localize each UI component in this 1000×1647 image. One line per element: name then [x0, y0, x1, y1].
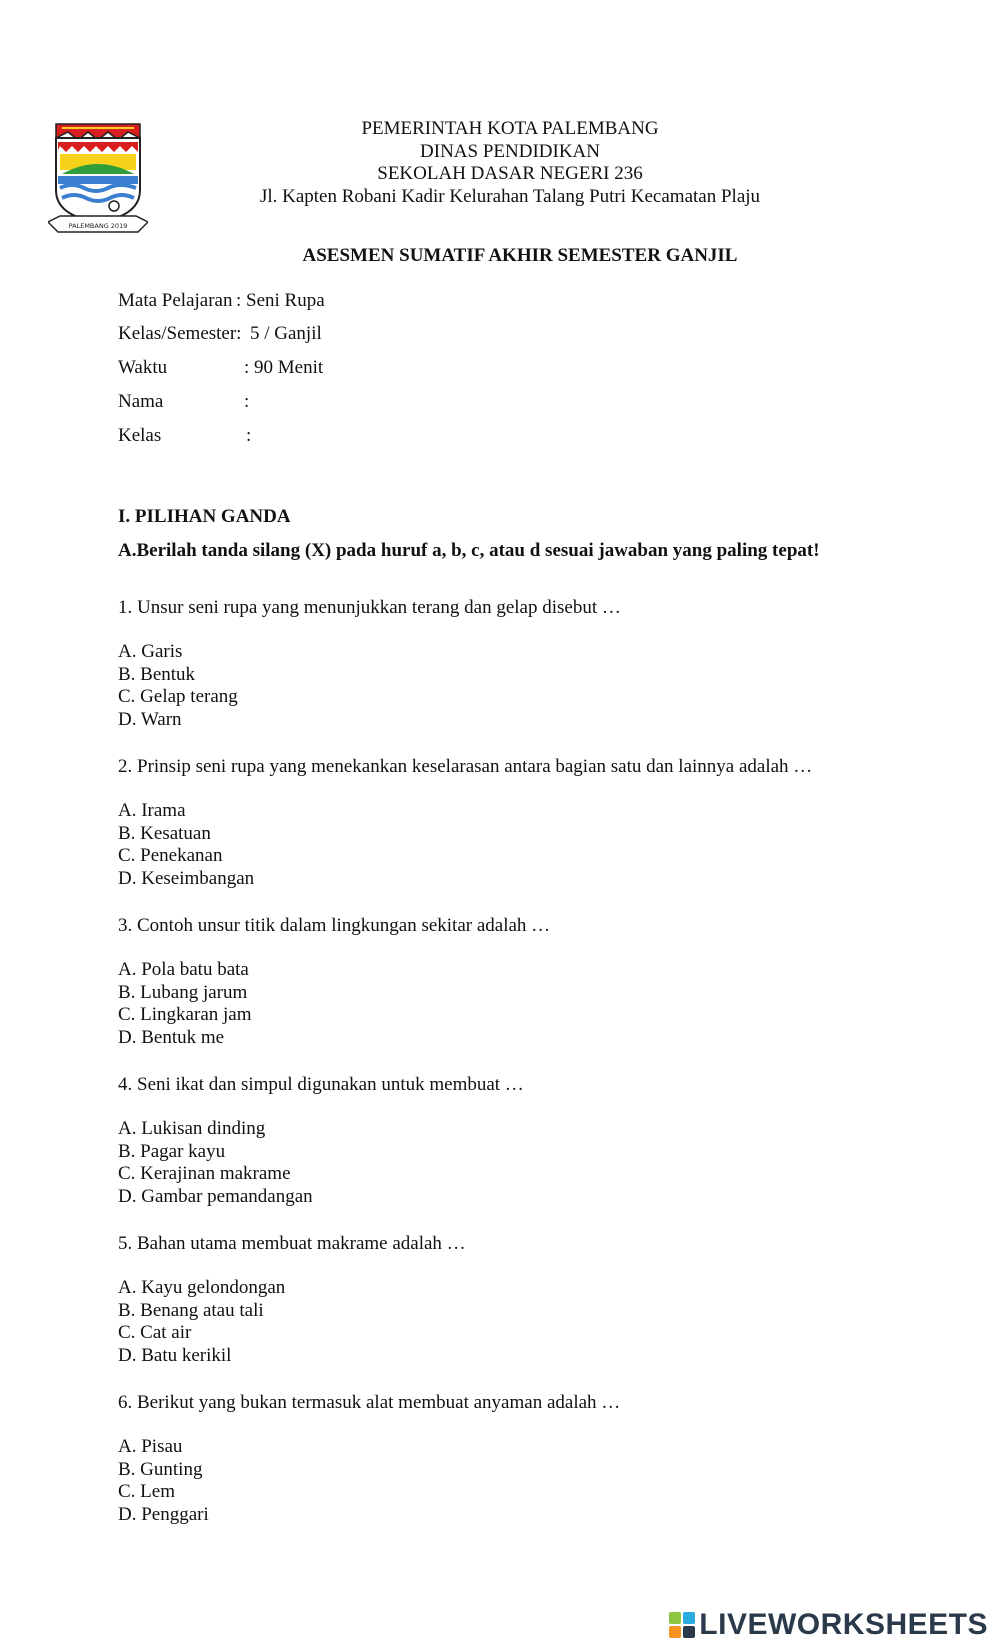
option-d[interactable]: D. Gambar pemandangan	[118, 1185, 313, 1207]
question-text: 5. Bahan utama membuat makrame adalah …	[118, 1233, 466, 1254]
option-b[interactable]: B. Bentuk	[118, 663, 196, 685]
question-4	[118, 1073, 968, 1208]
header-line-government: PEMERINTAH KOTA PALEMBANG	[361, 118, 659, 139]
info-label: Kelas/Semester:	[118, 323, 242, 344]
header-line-address: Jl. Kapten Robani Kadir Kelurahan Talang Putri Kecamatan Plaju	[259, 185, 761, 207]
info-value: : Seni Rupa	[236, 290, 325, 311]
question-1	[118, 596, 968, 731]
option-a[interactable]: A. Pola batu bata	[118, 959, 249, 980]
info-label: Waktu	[118, 357, 168, 378]
school-header	[240, 118, 780, 208]
info-value: 5 / Ganjil	[250, 323, 322, 344]
option-c[interactable]: C. Cat air	[118, 1322, 192, 1344]
option-c[interactable]: C. Penekanan	[118, 845, 223, 867]
option-c[interactable]: C. Lem	[118, 1481, 175, 1503]
info-value: : 90 Menit	[244, 357, 324, 378]
option-a[interactable]: A. Kayu gelondongan	[118, 1277, 286, 1298]
option-a[interactable]: A. Pisau	[118, 1436, 183, 1457]
option-c[interactable]: C. Gelap terang	[118, 686, 238, 708]
instruction-text: A.Berilah tanda silang (X) pada huruf a, b, c, atau d sesuai jawaban yang paling tepat!	[118, 540, 820, 561]
option-d[interactable]: D. Penggari	[118, 1503, 209, 1525]
section-title: I. PILIHAN GANDA	[118, 506, 291, 527]
brand-label: LIVEWORKSHEETS	[699, 1608, 988, 1641]
option-b[interactable]: B. Kesatuan	[118, 822, 211, 844]
question-5	[118, 1232, 968, 1367]
header-line-school: SEKOLAH DASAR NEGERI 236	[377, 163, 643, 184]
question-2	[118, 755, 968, 890]
option-a[interactable]: A. Lukisan dinding	[118, 1118, 266, 1139]
question-text: 2. Prinsip seni rupa yang menekankan keselarasan antara bagian satu dan lainnya adalah …	[118, 756, 813, 777]
option-a[interactable]: A. Garis	[118, 641, 183, 662]
question-3	[118, 914, 968, 1049]
question-text: 6. Berikut yang bukan termasuk alat membuat anyaman adalah …	[118, 1392, 621, 1413]
info-label: Kelas	[118, 425, 162, 446]
exam-title: ASESMEN SUMATIF AKHIR SEMESTER GANJIL	[302, 245, 738, 266]
option-d[interactable]: D. Batu kerikil	[118, 1344, 232, 1366]
option-d[interactable]: D. Warn	[118, 708, 182, 730]
header-line-department: DINAS PENDIDIKAN	[420, 140, 600, 162]
option-b[interactable]: B. Lubang jarum	[118, 981, 248, 1003]
question-text: 3. Contoh unsur titik dalam lingkungan sekitar adalah …	[118, 915, 551, 936]
info-value: :	[244, 391, 250, 412]
option-d[interactable]: D. Bentuk me	[118, 1026, 225, 1048]
option-a[interactable]: A. Irama	[118, 800, 186, 821]
info-value: :	[246, 425, 252, 446]
option-d[interactable]: D. Keseimbangan	[118, 867, 255, 889]
question-6	[118, 1391, 968, 1526]
liveworksheets-logo-icon	[669, 1612, 695, 1638]
option-c[interactable]: C. Kerajinan makrame	[118, 1163, 291, 1185]
question-text: 4. Seni ikat dan simpul digunakan untuk membuat …	[118, 1074, 524, 1095]
option-b[interactable]: B. Pagar kayu	[118, 1140, 226, 1162]
info-label: Nama	[118, 391, 164, 412]
option-c[interactable]: C. Lingkaran jam	[118, 1004, 252, 1026]
option-b[interactable]: B. Benang atau tali	[118, 1299, 264, 1321]
info-label: Mata Pelajaran	[118, 290, 233, 311]
liveworksheets-brand[interactable]	[669, 1608, 988, 1642]
option-b[interactable]: B. Gunting	[118, 1458, 203, 1480]
question-text: 1. Unsur seni rupa yang menunjukkan terang dan gelap disebut …	[118, 597, 621, 618]
school-crest-logo	[48, 118, 148, 238]
svg-text:PALEMBANG 2019: PALEMBANG 2019	[68, 222, 128, 230]
